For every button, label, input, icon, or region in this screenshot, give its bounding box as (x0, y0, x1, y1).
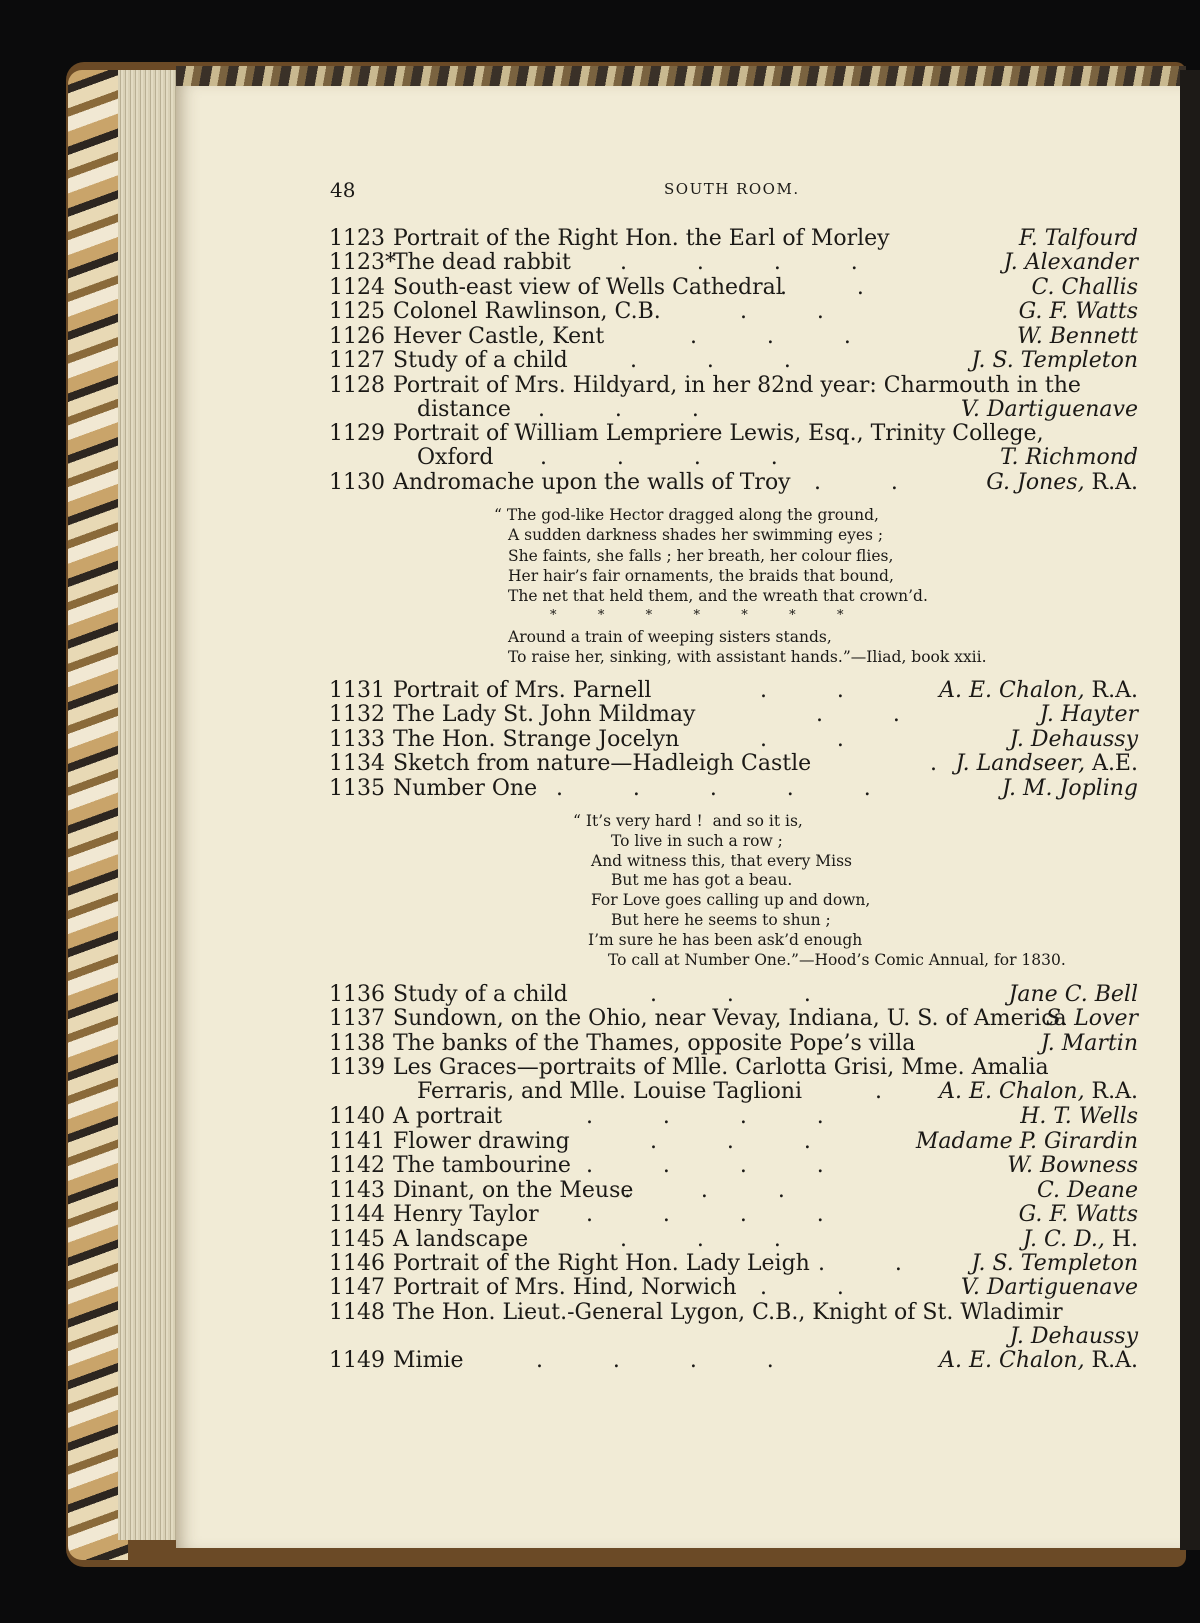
entry-number: 1131 (329, 678, 385, 703)
entry-title: The Hon. Strange Jocelyn (393, 727, 680, 752)
entry-title: Study of a child (393, 982, 568, 1007)
entry-title: Colonel Rawlinson, C.B. (393, 299, 661, 324)
catalogue-entry (0, 1031, 1200, 1057)
entry-number: 1147 (329, 1275, 385, 1300)
leader-dots: . (930, 751, 937, 776)
artist-name: A. E. Chalon, (939, 1348, 1085, 1373)
verse-line: And witness this, that every Miss (591, 851, 852, 870)
entry-artist (1004, 250, 1138, 275)
entry-artist (916, 1129, 1138, 1154)
entry-number: 1126 (329, 324, 385, 349)
entry-title: Number One (393, 776, 538, 801)
entry-artist (1000, 445, 1138, 470)
entry-number: 1125 (329, 299, 385, 324)
verse-line: She faints, she falls ; her breath, her colour flies, (508, 546, 894, 565)
catalogue-entry (0, 727, 1200, 753)
entry-artist (1031, 275, 1138, 300)
entry-title: A landscape (393, 1227, 529, 1252)
page-number: 48 (330, 178, 356, 202)
entry-artist (1020, 1104, 1138, 1129)
catalogue-entry (0, 470, 1200, 496)
artist-name: V. Dartiguenave (960, 397, 1138, 422)
artist-name: C. Deane (1037, 1178, 1138, 1203)
verse-line: Around a train of weeping sisters stands, (508, 627, 832, 646)
artist-name: Jane C. Bell (1008, 982, 1138, 1007)
entry-title: Les Graces—portraits of Mlle. Carlotta Grisi, Mme. Amalia (393, 1055, 1049, 1080)
artist-name: C. Challis (1031, 275, 1138, 300)
leader-dots: . . (818, 1251, 902, 1276)
entry-artist (1017, 324, 1138, 349)
artist-name: J. Alexander (1003, 250, 1138, 275)
catalogue-entry (0, 1129, 1200, 1155)
artist-name: J. Hayter (1039, 702, 1138, 727)
verse-line: “ It’s very hard ! and so it is, (573, 812, 803, 830)
entry-title: The Lady St. John Mildmay (393, 702, 696, 727)
catalogue-entry (0, 1178, 1200, 1204)
artist-name: W. Bennett (1017, 324, 1138, 349)
entry-artist (939, 1079, 1138, 1104)
leader-dots: . . . (630, 348, 791, 373)
verse-line: Her hair’s fair ornaments, the braids that bound, (508, 566, 894, 585)
entry-artist (1007, 1153, 1138, 1178)
entry-artist (1010, 727, 1138, 752)
artist-suffix: A.E. (1085, 751, 1138, 776)
leader-dots: . . . (624, 1178, 785, 1203)
artist-suffix: R.A. (1084, 470, 1138, 495)
entry-number: 1130 (329, 470, 385, 495)
leader-dots: . (875, 1079, 882, 1104)
entry-artist (971, 1251, 1138, 1276)
catalogue-entry (0, 1006, 1200, 1032)
entry-number: 1124 (329, 275, 385, 300)
entry-number: 1143 (329, 1178, 385, 1203)
entry-number: 1139 (329, 1055, 385, 1080)
artist-suffix: R.A. (1084, 1348, 1138, 1373)
catalogue-entry (0, 751, 1200, 777)
entry-number: 1137 (329, 1006, 385, 1031)
catalogue-entry (0, 1300, 1200, 1349)
entry-title: Sketch from nature—Hadleigh Castle (393, 751, 812, 776)
entry-artist (1009, 982, 1138, 1007)
entry-number: 1133 (329, 727, 385, 752)
leader-dots: . . (814, 470, 898, 495)
verse-line: For Love goes calling up and down, (591, 891, 871, 910)
leader-dots: . . . (690, 324, 851, 349)
artist-name: A. E. Chalon, (939, 678, 1085, 703)
entry-artist (1019, 1202, 1138, 1227)
artist-name: T. Richmond (1000, 445, 1138, 470)
entry-title: The tambourine (393, 1153, 571, 1178)
artist-name: J. Martin (1040, 1031, 1138, 1056)
entry-number: 1144 (329, 1202, 385, 1227)
entry-number: 1149 (329, 1348, 385, 1373)
entry-title: Portrait of William Lempriere Lewis, Esq., Trinity College, (393, 421, 1044, 446)
entry-number: 1135 (329, 776, 385, 801)
entry-artist (1041, 1031, 1138, 1056)
entry-title: Portrait of Mrs. Hind, Norwich (393, 1275, 737, 1300)
entry-title: Mimie (393, 1348, 464, 1373)
entry-artist (1046, 1006, 1138, 1031)
leader-dots: . . (760, 678, 844, 703)
artist-name: J. M. Jopling (1001, 776, 1138, 801)
catalogue-entry (0, 1104, 1200, 1130)
entry-title: Dinant, on the Meuse (393, 1178, 634, 1203)
entry-artist (961, 397, 1138, 422)
entry-title: Flower drawing (393, 1129, 570, 1154)
artist-name: J. Dehaussy (1009, 1324, 1138, 1349)
catalogue-entry (0, 1251, 1200, 1277)
entry-title: The dead rabbit (393, 250, 571, 275)
artist-suffix: R.A. (1084, 678, 1138, 703)
catalogue-entry (0, 776, 1200, 802)
entry-number: 1140 (329, 1104, 385, 1129)
catalogue-entry (0, 1055, 1200, 1104)
leader-dots: . . (780, 275, 864, 300)
leader-dots: . . . (650, 1129, 811, 1154)
catalogue-entry (0, 226, 1200, 252)
artist-name: H. T. Wells (1020, 1104, 1138, 1129)
catalogue-entry (0, 348, 1200, 374)
verse-line: To live in such a row ; (611, 831, 783, 850)
entry-number: 1123* (329, 250, 396, 275)
entry-artist (1037, 1178, 1138, 1203)
artist-name: J. S. Templeton (971, 1251, 1138, 1276)
leader-dots: . . . . (536, 1348, 774, 1373)
entry-artist (1040, 702, 1138, 727)
entry-title: South-east view of Wells Cathedral (393, 275, 783, 300)
entry-number: 1129 (329, 421, 385, 446)
leader-dots: . . . (620, 1227, 781, 1252)
artist-suffix: R.A. (1084, 1079, 1138, 1104)
entry-number: 1128 (329, 373, 385, 398)
catalogue-entry (0, 1202, 1200, 1228)
entry-number: 1136 (329, 982, 385, 1007)
artist-name: W. Bowness (1007, 1153, 1138, 1178)
catalogue-entry (0, 1153, 1200, 1179)
entry-number: 1146 (329, 1251, 385, 1276)
entry-title-continued: Ferraris, and Mlle. Louise Taglioni (417, 1079, 803, 1104)
entry-title: Andromache upon the walls of Troy (393, 470, 791, 495)
leader-dots: . . . . (586, 1202, 824, 1227)
entry-title: Portrait of Mrs. Parnell (393, 678, 652, 703)
artist-name: F. Talfourd (1018, 226, 1138, 251)
entry-artist (1023, 1227, 1138, 1252)
leader-dots: . . (760, 1275, 844, 1300)
leader-dots: . . (816, 702, 900, 727)
top-edge (176, 66, 1186, 88)
verse-line: I’m sure he has been ask’d enough (588, 930, 863, 949)
entry-number: 1141 (329, 1129, 385, 1154)
artist-name: G. F. Watts (1018, 1202, 1138, 1227)
catalogue-entry (0, 373, 1200, 422)
catalogue-entry (0, 1275, 1200, 1301)
entry-title: Portrait of the Right Hon. Lady Leigh (393, 1251, 810, 1276)
entry-artist (1010, 1324, 1138, 1349)
leader-dots: . . (740, 299, 824, 324)
leader-dots: . . . (650, 982, 811, 1007)
entry-number: 1134 (329, 751, 385, 776)
leader-dots: . . . . (540, 445, 778, 470)
page-heading: SOUTH ROOM. (664, 180, 800, 198)
leader-dots: . . . . (586, 1104, 824, 1129)
verse-line: But here he seems to shun ; (611, 911, 831, 929)
entry-number: 1132 (329, 702, 385, 727)
verse-line: To call at Number One.”—Hood’s Comic Annual, for 1830. (608, 950, 1066, 969)
catalogue-entry (0, 421, 1200, 470)
entry-title-continued: distance (417, 397, 511, 422)
entry-artist (1019, 299, 1138, 324)
entry-title: Portrait of Mrs. Hildyard, in her 82nd year: Charmouth in the (393, 373, 1081, 398)
entry-title-continued: Oxford (417, 445, 494, 470)
entry-title: Sundown, on the Ohio, near Vevay, Indiana, U. S. of America (393, 1006, 1067, 1031)
entry-title: Hever Castle, Kent (393, 324, 605, 349)
artist-name: A. E. Chalon, (939, 1079, 1085, 1104)
leader-dots: . . . (538, 397, 699, 422)
entry-artist (971, 348, 1138, 373)
entry-artist (939, 1348, 1138, 1373)
artist-name: V. Dartiguenave (960, 1275, 1138, 1300)
catalogue-entry (0, 250, 1200, 276)
entry-artist (939, 678, 1138, 703)
entry-title: A portrait (393, 1104, 503, 1129)
entry-number: 1127 (329, 348, 385, 373)
leader-dots: . . . . (620, 250, 858, 275)
entry-number: 1138 (329, 1031, 385, 1056)
artist-name: J. C. D., (1022, 1227, 1105, 1252)
leader-dots: . . (760, 727, 844, 752)
leader-dots: . . . . (586, 1153, 824, 1178)
entry-number: 1145 (329, 1227, 385, 1252)
entry-number: 1123 (329, 226, 385, 251)
catalogue-entry (0, 324, 1200, 350)
entry-artist (956, 751, 1138, 776)
artist-name: S. Lover (1045, 1006, 1138, 1031)
artist-name: J. S. Templeton (971, 348, 1138, 373)
artist-name: J. Landseer, (955, 751, 1086, 776)
verse-line: But me has got a beau. (611, 871, 793, 890)
verse-line: “ The god-like Hector dragged along the ground, (494, 506, 879, 524)
entry-title: The banks of the Thames, opposite Pope’s villa (393, 1031, 916, 1056)
entry-title: The Hon. Lieut.-General Lygon, C.B., Knight of St. Wladimir (393, 1300, 1063, 1325)
verse-line: A sudden darkness shades her swimming eyes ; (508, 526, 884, 545)
artist-name: G. F. Watts (1018, 299, 1138, 324)
verse-line: The net that held them, and the wreath that crown’d. (508, 587, 928, 606)
entry-number: 1142 (329, 1153, 385, 1178)
artist-name: G. Jones, (986, 470, 1085, 495)
catalogue-entry (0, 982, 1200, 1008)
entry-artist (961, 1275, 1138, 1300)
entry-title: Portrait of the Right Hon. the Earl of Morley (393, 226, 890, 251)
artist-name: Madame P. Girardin (915, 1129, 1138, 1154)
catalogue-entry (0, 1348, 1200, 1374)
verse-line: * * * * * * * (550, 607, 844, 623)
catalogue-entry (0, 678, 1200, 704)
catalogue-entry (0, 702, 1200, 728)
verse-line: To raise her, sinking, with assistant hands.”—Iliad, book xxii. (508, 648, 987, 667)
entry-title: Study of a child (393, 348, 568, 373)
entry-title: Henry Taylor (393, 1202, 539, 1227)
artist-suffix: H. (1104, 1227, 1138, 1252)
catalogue-entry (0, 299, 1200, 325)
artist-name: J. Dehaussy (1009, 727, 1138, 752)
entry-artist (986, 470, 1138, 495)
entry-artist (1002, 776, 1138, 801)
entry-number: 1148 (329, 1300, 385, 1325)
leader-dots: . . . . . (556, 776, 871, 801)
catalogue-entry (0, 1227, 1200, 1253)
entry-artist (1019, 226, 1138, 251)
catalogue-entry (0, 275, 1200, 301)
